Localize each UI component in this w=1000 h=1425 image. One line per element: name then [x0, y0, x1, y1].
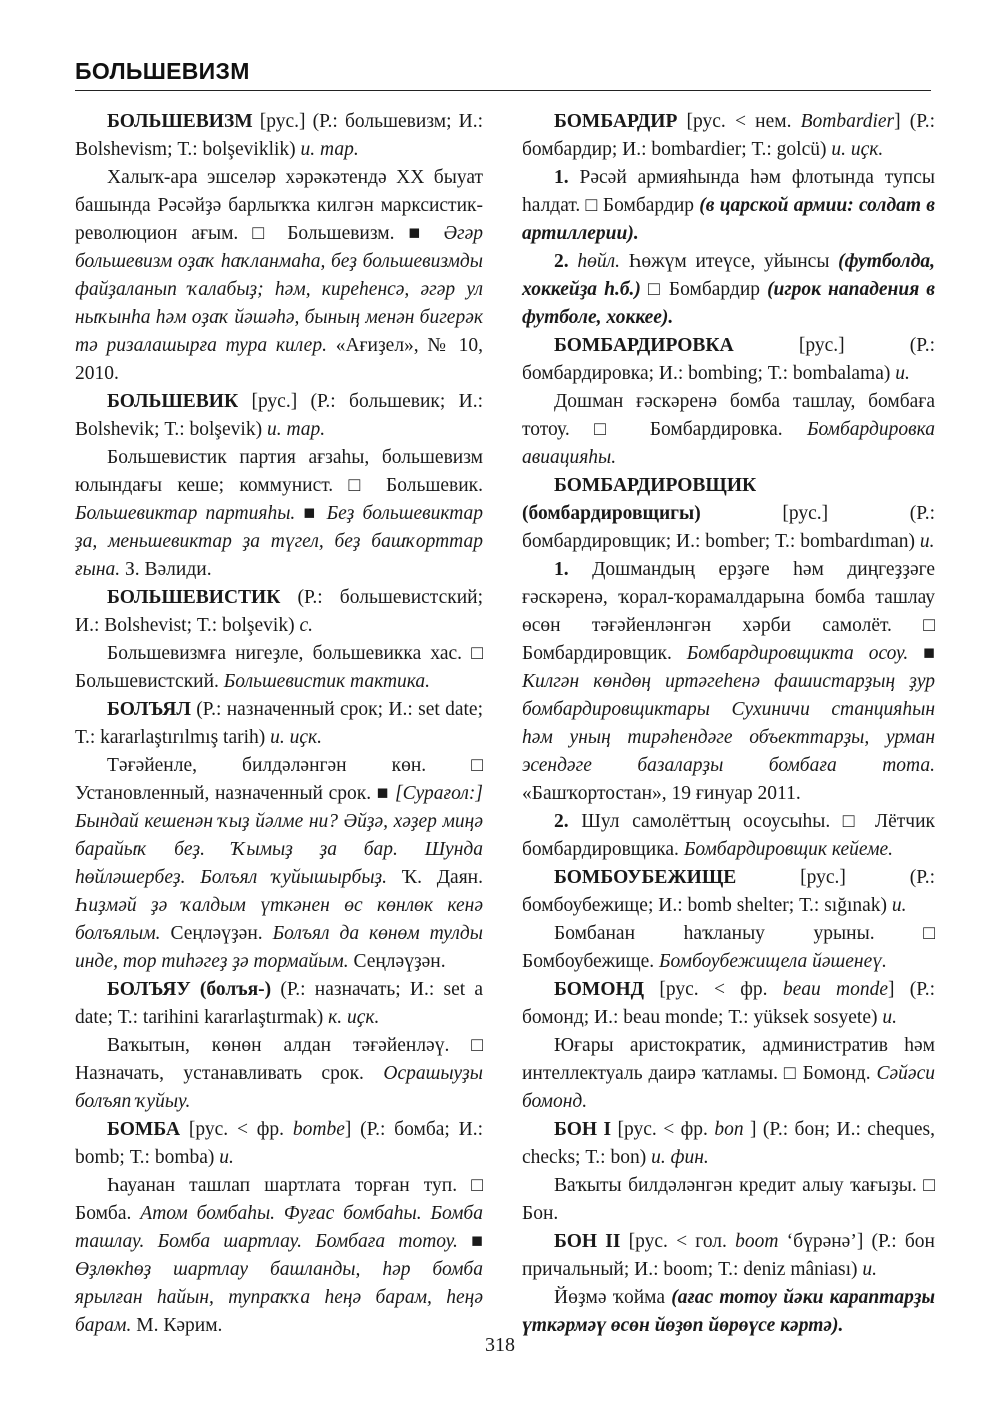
bold-text-run: БОЛЬШЕВИЗМ — [107, 111, 253, 132]
dictionary-entry — [522, 864, 935, 976]
plain-text-run: «Ағиҙел», № 10, 2010. — [75, 335, 483, 384]
dictionary-entry — [522, 1116, 935, 1228]
italic-text-run: и. — [219, 1147, 234, 1168]
plain-text-run: Йөҙмә ҡойма — [554, 1287, 672, 1308]
bold-text-run: БОН II — [554, 1231, 621, 1252]
plain-text-run: ‘бүрәнә’] (Р.: бон причальный; И.: boom; Т.: deniz mâniası) — [522, 1231, 935, 1280]
bold-italic-text-run: (в царской армии: солдат в артиллерии). — [522, 195, 935, 244]
plain-text-run: [рус. < гол. — [620, 1231, 736, 1252]
italic-text-run: Большевиктар партияһы. — [75, 503, 296, 524]
italic-text-run: beau monde — [782, 979, 889, 1000]
italic-text-run: Һиҙмәй ҙә ҡалдым үткәнен өс көнлөк кенә болъялым. — [75, 895, 483, 944]
dictionary-entry — [75, 1116, 483, 1340]
plain-text-run: □ Бомбардир — [640, 279, 768, 300]
entry-definition — [75, 640, 483, 696]
dictionary-entry — [522, 108, 935, 332]
plain-text-run: [рус.] (Р.: бомбардировщик; И.: bomber; Т.: bombardıman) — [522, 503, 935, 552]
bold-text-run: БОМБОУБЕЖИЩЕ — [554, 867, 737, 888]
plain-text-run: Большевистик партия ағзаһы, большевизм юлындағы кеше; коммунист. □ Большевик. — [75, 447, 483, 496]
entry-headline — [522, 108, 935, 164]
dictionary-entry — [75, 108, 483, 388]
italic-text-run: Атом бомбаһы. Фуғас бомбаһы. Бомба ташлау. Бомба шартлау. Бомбаға тотоу. — [75, 1203, 483, 1252]
italic-text-run: к. иҫк. — [328, 1007, 380, 1028]
entry-definition — [522, 556, 935, 808]
entry-headline — [75, 388, 483, 444]
entry-definition — [75, 164, 483, 388]
header-rule — [75, 90, 931, 91]
plain-text-run: Тәғәйенле, билдәләнгән көн. □ Установленный, назначенный срок. ■ — [75, 755, 483, 804]
dictionary-entry — [75, 976, 483, 1116]
dictionary-entry — [522, 472, 935, 864]
entry-definition — [522, 920, 935, 976]
dictionary-entry — [75, 696, 483, 976]
bold-text-run: БОМОНД — [554, 979, 645, 1000]
italic-text-run: Өҙлөкһөҙ шартлау башланды, һәр бомба ярылған һайын, тупраҡҡа һеңә барам, һеңә барам. — [75, 1259, 483, 1336]
plain-text-run: З. Вәлиди. — [120, 559, 212, 580]
page-number: 318 — [485, 1334, 515, 1356]
plain-text-run: [рус.] (Р.: большевизм; И.: Bolshevism; Т.: bolşeviklik) — [75, 111, 483, 160]
bold-italic-text-run: (игрок нападения в футболе, хоккее). — [522, 279, 935, 328]
entry-headline — [75, 696, 483, 752]
entry-definition — [75, 752, 483, 976]
plain-text-run: ] (Р.: бомба; И.: bomb; Т.: bomba) — [75, 1119, 484, 1168]
italic-text-run: Бомбардировка авиацияһы. — [522, 419, 935, 468]
plain-text-run: Сеңләүҙән. — [160, 923, 273, 944]
bold-text-run: БОЛЪЯЛ — [107, 699, 191, 720]
entry-definition — [522, 164, 935, 248]
plain-text-run: Ҡ. Даян. — [387, 867, 483, 888]
italic-text-run: с. — [299, 615, 313, 636]
plain-text-run: Ваҡытын, көнөн алдан тәғәйенләү. □ Назначать, устанавливать срок. — [75, 1035, 483, 1084]
italic-text-run: boom — [735, 1231, 779, 1252]
right-column — [522, 108, 935, 1340]
plain-text-run: [рус.] (Р.: бомбардировка; И.: bombing; Т.: bombalama) — [522, 335, 935, 384]
plain-text-run: ] (Р.: бомбардир; И.: bombardier; Т.: golcü) — [522, 111, 935, 160]
plain-text-run: Һауанан ташлап шартлата торған туп. □ Бомба. — [75, 1175, 483, 1224]
dictionary-entry — [522, 976, 935, 1116]
italic-text-run: и. — [891, 895, 907, 916]
italic-text-run: и. фин. — [651, 1147, 709, 1168]
plain-text-run: (Р.: назначать; И.: set a date; Т.: tarihini kararlaştırmak) — [75, 979, 484, 1028]
plain-text-run: «Башҡортостан», 19 ғинуар 2011. — [522, 783, 801, 804]
plain-text-run: Дошмандың ерҙәге һәм диңгеҙҙәге ғәскәренә, ҡорал-ҡорамалдарына бомба ташлау өсөн тәғәйенләнгән хәрби самолёт. □ Бомбардировщик. — [522, 559, 935, 664]
left-column — [75, 108, 483, 1340]
plain-text-run: Шул самолёттың осоусыһы. □ Лётчик бомбардировщика. — [522, 811, 935, 860]
dictionary-entry — [75, 388, 483, 584]
entry-definition — [522, 808, 935, 864]
plain-text-run: (Р.: назначенный срок; И.: set date; Т.: kararlaştırılmış tarih) — [75, 699, 483, 748]
bold-italic-text-run: (ағас тотоу йәки караптарҙы үткәрмәү өсөн йөҙөп йөрөүсе кәртә). — [522, 1287, 935, 1336]
entry-headline — [522, 1228, 935, 1284]
italic-text-run: Бомбардировщикта осоу. — [686, 643, 909, 664]
entry-definition — [522, 1032, 935, 1116]
entry-headline — [522, 976, 935, 1032]
italic-text-run: и. — [919, 531, 935, 552]
plain-text-run: ] (Р.: бон; И.: cheques, checks; Т.: bon) — [522, 1119, 935, 1168]
plain-text-run: Һөжүм итеүсе, уйынсы — [620, 251, 839, 272]
italic-text-run: Большевистик тактика. — [223, 671, 431, 692]
dictionary-entry — [522, 332, 935, 472]
entry-definition — [75, 444, 483, 584]
entry-headline — [522, 1116, 935, 1172]
entry-definition — [522, 248, 935, 332]
italic-text-run: bombe — [292, 1119, 345, 1140]
dictionary-entry — [522, 1228, 935, 1340]
dictionary-entry — [75, 584, 483, 696]
entry-headline — [75, 976, 483, 1032]
plain-text-run: Ваҡыты билдәләнгән кредит алыу ҡағыҙы. □ Бон. — [522, 1175, 935, 1224]
italic-text-run: и. — [862, 1259, 877, 1280]
plain-text-run: Сеңләүҙән. — [348, 951, 446, 972]
entry-headline — [522, 332, 935, 388]
plain-text-run: Халыҡ-ара эшселәр хәрәкәтендә XX быуат башында Рәсәйҙә барлыҡҡа килгән марксистик-революцион ағым. □ Большевизм. ■ — [75, 167, 483, 244]
bold-text-run: БОЛЪЯУ (болъя-) — [107, 979, 272, 1000]
bold-text-run: 2. — [554, 811, 569, 832]
entry-definition — [522, 1172, 935, 1228]
plain-text-run: Большевизмға нигеҙле, большевикка хас. □ Большевистский. — [75, 643, 483, 692]
plain-text-run: ] (Р.: бомонд; И.: beau monde; Т.: yüksek sosyete) — [522, 979, 935, 1028]
italic-text-run: Бомбоубежищела йәшенеү. — [659, 951, 887, 972]
plain-text-run: Бомбанан һаҡланыу урыны. □ Бомбоубежище. — [522, 923, 935, 972]
bold-text-run: БОМБАРДИРОВКА — [554, 335, 734, 356]
entry-headline — [75, 584, 483, 640]
italic-text-run: һөйл. — [577, 251, 620, 272]
bold-text-run: 1. — [554, 167, 569, 188]
bold-italic-text-run: (футболда, хоккейҙа һ.б.) — [522, 251, 935, 300]
italic-text-run: и. иҫк. — [270, 727, 323, 748]
entry-definition — [75, 1172, 483, 1340]
italic-text-run: Bombardier — [800, 111, 895, 132]
plain-text-run: ■ — [908, 643, 935, 664]
entry-headline — [75, 108, 483, 164]
bold-text-run: БОМБАРДИРОВЩИК (бомбардировщигы) — [522, 475, 757, 524]
italic-text-run: и. — [895, 363, 910, 384]
italic-text-run: Килгән көндөң иртәгеһенә фашистарҙың ҙур бомбардировщиктары Сухиничи станцияһын һәм уның тирәһендәге объекттарҙы, урман эсендәге базаларҙы бомбаға тота. — [522, 671, 935, 776]
bold-text-run: 1. — [554, 559, 569, 580]
plain-text-run: [рус. < нем. — [677, 111, 801, 132]
italic-text-run: [Сурағол:] Бындай кешенән ҡыҙ йәлме ни? Әйҙә, хәҙер миңә барайыҡ беҙ. Ҡымыҙ ҙа бар. Шунда һөйләшербеҙ. Болъял ҡуйышырбыҙ. — [75, 783, 483, 888]
bold-text-run: БОЛЬШЕВИСТИК — [107, 587, 281, 608]
plain-text-run: Рәсәй армияһында һәм флотында тупсы һалдат. □ Бомбардир — [522, 167, 935, 216]
plain-text-run: Юғары аристократик, административ һәм интеллектуаль даирә ҡатламы. □ Бомонд. — [522, 1035, 935, 1084]
plain-text-run: [рус. < фр. — [611, 1119, 715, 1140]
italic-text-run: Бомбардировщик кейеме. — [683, 839, 894, 860]
entry-headline — [522, 472, 935, 556]
italic-text-run: и. тар. — [300, 139, 359, 160]
bold-text-run: БОМБА — [107, 1119, 181, 1140]
italic-text-run: Беҙ большевиктар ҙа, меньшевиктар ҙа түгел, беҙ башҡорттар ғына. — [75, 503, 484, 580]
italic-text-run: и. тар. — [266, 419, 326, 440]
italic-text-run: Болъял да көнөм тулды инде, тор тиһәгеҙ ҙә тормайым. — [75, 923, 483, 972]
plain-text-run: [рус. < фр. — [644, 979, 783, 1000]
plain-text-run: ■ — [295, 503, 327, 524]
plain-text-run: М. Кәрим. — [131, 1315, 223, 1336]
plain-text-run: [рус.] (Р.: большевик; И.: Bolshevik; Т.: bolşevik) — [75, 391, 483, 440]
italic-text-run: Осрашыуҙы болъяп ҡуйыу. — [75, 1063, 483, 1112]
plain-text-run: [рус. < фр. — [180, 1119, 293, 1140]
italic-text-run: bon — [714, 1119, 744, 1140]
plain-text-run: ■ — [457, 1231, 483, 1252]
entry-headline — [522, 864, 935, 920]
italic-text-run: Сәйәси бомонд. — [522, 1063, 935, 1112]
entry-headline — [75, 1116, 483, 1172]
bold-text-run: БОН I — [554, 1119, 612, 1140]
entry-definition — [522, 388, 935, 472]
bold-text-run: БОЛЬШЕВИК — [107, 391, 239, 412]
bold-text-run: БОМБАРДИР — [554, 111, 678, 132]
plain-text-run: Дошман ғәскәренә бомба ташлау, бомбаға тотоу. □ Бомбардировка. — [522, 391, 935, 440]
running-head: БОЛЬШЕВИЗМ — [75, 58, 250, 84]
plain-text-run: [рус.] (Р.: бомбоубежище; И.: bomb shelter; Т.: sığınak) — [522, 867, 935, 916]
plain-text-run: (Р.: большевистский; И.: Bolshevist; Т.: bolşevik) — [75, 587, 483, 636]
bold-text-run: 2. — [554, 251, 569, 272]
italic-text-run: Әгәр большевизм оҙаҡ һаҡланмаһа, беҙ большевизмды файҙаланып ҡалабыҙ; һәм, киреһенсә, әгәр ул ныҡынһа һәм оҙаҡ йәшәһә, бының менән бигерәк тә ризалашырға тура килер. — [75, 223, 483, 356]
entry-definition — [75, 1032, 483, 1116]
italic-text-run: и. иҫк. — [831, 139, 884, 160]
italic-text-run: и. — [882, 1007, 897, 1028]
